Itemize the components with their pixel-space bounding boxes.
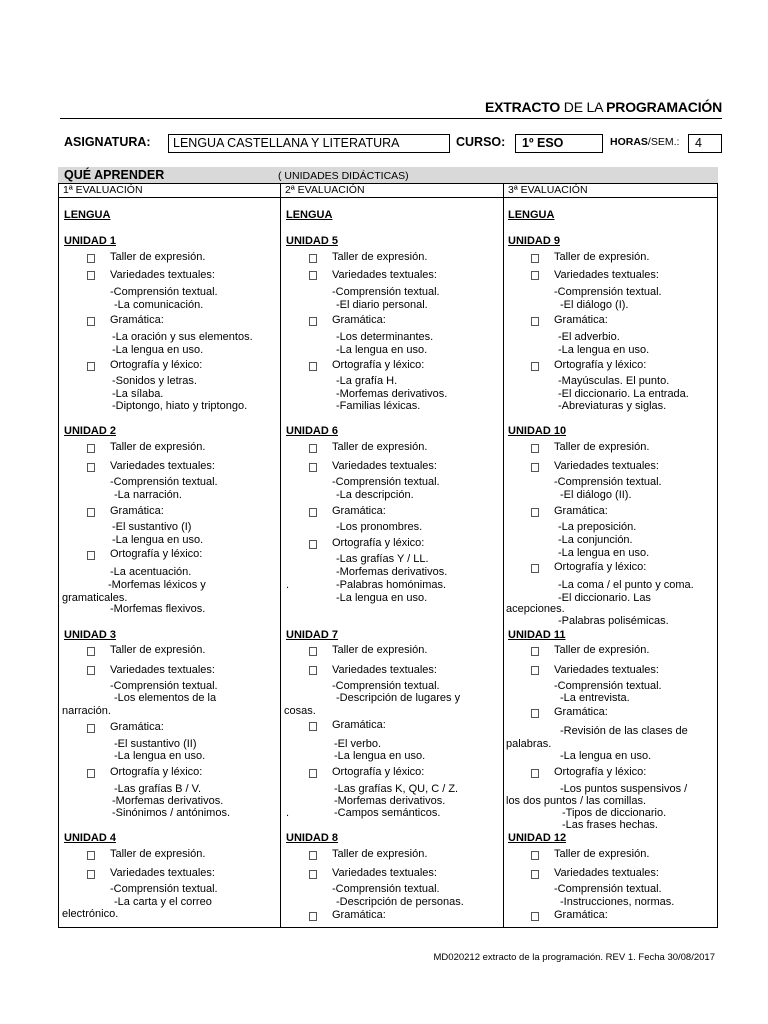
content-line: Taller de expresión.	[554, 848, 650, 860]
content-line: Ortografía y léxico:	[332, 537, 425, 549]
content-line: gramaticales.	[62, 592, 128, 604]
content-line: -Morfemas derivativos.	[334, 795, 446, 807]
content-line: -El adverbio.	[558, 331, 620, 343]
content-line: Gramática:	[554, 706, 608, 718]
content-line: -El sustantivo (I)	[112, 521, 192, 533]
asignatura-value: LENGUA CASTELLANA Y LITERATURA	[168, 134, 450, 153]
content-line: -Tipos de diccionario.	[562, 807, 667, 819]
asignatura-label: ASIGNATURA:	[64, 135, 151, 149]
content-line: -Comprensión textual.	[110, 286, 218, 298]
content-line: -Morfemas derivativos.	[112, 795, 224, 807]
content-line: Variedades textuales:	[332, 460, 437, 472]
horas-value: 4	[688, 134, 722, 153]
content-line: Ortografía y léxico:	[554, 561, 647, 573]
content-line: Variedades textuales:	[554, 664, 659, 676]
content-line: -Comprensión textual.	[554, 680, 662, 692]
content-line: -La comunicación.	[114, 299, 204, 311]
content-line: -La lengua en uso.	[560, 750, 652, 762]
checkbox-icon	[87, 317, 95, 326]
checkbox-icon	[531, 666, 539, 675]
checkbox-icon	[531, 870, 539, 879]
content-line: -La entrevista.	[560, 692, 630, 704]
content-line: Variedades textuales:	[554, 269, 659, 281]
unit-heading: UNIDAD 8	[286, 832, 338, 844]
content-line: -Las grafías Y / LL.	[336, 553, 429, 565]
content-line: acepciones.	[506, 603, 565, 615]
content-line: -Comprensión textual.	[332, 286, 440, 298]
unit-heading: UNIDAD 9	[508, 235, 560, 247]
content-line: Taller de expresión.	[110, 644, 206, 656]
content-line: -Las grafías K, QU, C / Z.	[334, 783, 459, 795]
content-line: -Descripción de lugares y	[336, 692, 461, 704]
checkbox-icon	[87, 647, 95, 656]
content-line: Variedades textuales:	[110, 664, 215, 676]
title-divider	[60, 118, 722, 119]
content-line: Taller de expresión.	[110, 441, 206, 453]
checkbox-icon	[309, 666, 317, 675]
checkbox-icon	[531, 647, 539, 656]
content-line: Ortografía y léxico:	[332, 766, 425, 778]
content-line: -El diálogo (II).	[560, 489, 632, 501]
content-line: -La lengua en uso.	[558, 547, 650, 559]
content-line: -Instrucciones, normas.	[560, 896, 675, 908]
content-line: -La lengua en uso.	[336, 592, 428, 604]
checkbox-icon	[531, 709, 539, 718]
content-line: .	[286, 807, 290, 819]
content-line: -Comprensión textual.	[110, 680, 218, 692]
unit-heading: UNIDAD 7	[286, 629, 338, 641]
content-line: -Comprensión textual.	[554, 476, 662, 488]
content-line: Gramática:	[332, 909, 386, 921]
content-line: Gramática:	[110, 505, 164, 517]
content-line: Taller de expresión.	[110, 848, 206, 860]
content-line: palabras.	[506, 738, 552, 750]
content-line: -La carta y el correo	[114, 896, 212, 908]
content-line: -Morfemas léxicos y	[108, 579, 206, 591]
content-line: -Comprensión textual.	[110, 476, 218, 488]
content-line: -La lengua en uso.	[558, 344, 650, 356]
column-divider	[280, 184, 281, 927]
content-line: -La lengua en uso.	[336, 344, 428, 356]
content-line: Taller de expresión.	[332, 441, 428, 453]
evaluation-header-2: 2ª EVALUACIÓN	[285, 184, 365, 196]
checkbox-icon	[309, 271, 317, 280]
content-line: -Los determinantes.	[336, 331, 434, 343]
content-line: Taller de expresión.	[554, 644, 650, 656]
evaluation-header-1: 1ª EVALUACIÓN	[63, 184, 143, 196]
checkbox-icon	[531, 564, 539, 573]
document-title: EXTRACTO DE LA PROGRAMACIÓN	[484, 99, 722, 115]
content-line: Gramática:	[554, 314, 608, 326]
content-line: -Morfemas derivativos.	[336, 566, 448, 578]
content-line: Variedades textuales:	[332, 867, 437, 879]
checkbox-icon	[531, 254, 539, 263]
content-line: Gramática:	[332, 505, 386, 517]
content-line: cosas.	[284, 705, 316, 717]
content-line: Gramática:	[110, 721, 164, 733]
unit-heading: UNIDAD 5	[286, 235, 338, 247]
checkbox-icon	[309, 870, 317, 879]
content-line: Ortografía y léxico:	[110, 359, 203, 371]
section-header	[58, 167, 718, 183]
content-line: Gramática:	[332, 719, 386, 731]
content-line: -Sonidos y letras.	[112, 375, 197, 387]
content-line: -La lengua en uso.	[334, 750, 426, 762]
content-line: Taller de expresión.	[332, 848, 428, 860]
content-line: -La conjunción.	[558, 534, 633, 546]
content-line: -Familias léxicas.	[336, 400, 421, 412]
content-line: -El diálogo (I).	[560, 299, 629, 311]
content-line: Ortografía y léxico:	[554, 766, 647, 778]
checkbox-icon	[87, 254, 95, 263]
content-line: Variedades textuales:	[332, 269, 437, 281]
checkbox-icon	[87, 508, 95, 517]
content-line: -La lengua en uso.	[112, 344, 204, 356]
content-line: Ortografía y léxico:	[110, 766, 203, 778]
content-line: -Los puntos suspensivos /	[560, 783, 688, 795]
header-divider	[59, 197, 717, 198]
content-line: Taller de expresión.	[110, 251, 206, 263]
content-line: -Revisión de las clases de	[560, 725, 688, 737]
content-line: -Palabras polisémicas.	[558, 615, 669, 627]
content-line: -El diccionario. La entrada.	[558, 388, 689, 400]
content-line: narración.	[62, 705, 111, 717]
checkbox-icon	[87, 666, 95, 675]
content-line: -La sílaba.	[112, 388, 164, 400]
checkbox-icon	[87, 444, 95, 453]
content-line: -Morfemas flexivos.	[110, 603, 206, 615]
unit-heading: UNIDAD 4	[64, 832, 116, 844]
content-line: -Los elementos de la	[114, 692, 217, 704]
section-subtitle: ( UNIDADES DIDÁCTICAS)	[278, 170, 409, 182]
content-line: -Palabras homónimas.	[336, 579, 447, 591]
content-line: Variedades textuales:	[110, 867, 215, 879]
content-line: -El diario personal.	[336, 299, 428, 311]
checkbox-icon	[309, 508, 317, 517]
checkbox-icon	[531, 271, 539, 280]
content-line: Taller de expresión.	[554, 441, 650, 453]
lengua-heading: LENGUA	[286, 209, 333, 221]
content-line: Variedades textuales:	[110, 269, 215, 281]
content-line: -El sustantivo (II)	[114, 738, 197, 750]
content-line: -La grafía H.	[336, 375, 398, 387]
content-line: -Mayúsculas. El punto.	[558, 375, 670, 387]
content-line: -Sinónimos / antónimos.	[112, 807, 230, 819]
content-line: -Las frases hechas.	[562, 819, 658, 831]
checkbox-icon	[531, 851, 539, 860]
lengua-heading: LENGUA	[64, 209, 111, 221]
content-line: Taller de expresión.	[332, 644, 428, 656]
content-line: -La preposición.	[558, 521, 637, 533]
checkbox-icon	[531, 912, 539, 921]
curso-label: CURSO:	[456, 135, 506, 149]
content-line: Gramática:	[110, 314, 164, 326]
checkbox-icon	[531, 463, 539, 472]
checkbox-icon	[309, 317, 317, 326]
checkbox-icon	[309, 722, 317, 731]
content-line: Gramática:	[554, 909, 608, 921]
checkbox-icon	[87, 271, 95, 280]
content-line: -La descripción.	[336, 489, 414, 501]
content-line: -Abreviaturas y siglas.	[558, 400, 667, 412]
content-line: Gramática:	[554, 505, 608, 517]
content-line: -La narración.	[114, 489, 182, 501]
unit-heading: UNIDAD 1	[64, 235, 116, 247]
content-line: -La lengua en uso.	[112, 534, 204, 546]
content-line: -Campos semánticos.	[334, 807, 441, 819]
content-line: -Comprensión textual.	[554, 286, 662, 298]
content-line: -Descripción de personas.	[336, 896, 464, 908]
content-line: Variedades textuales:	[332, 664, 437, 676]
checkbox-icon	[309, 647, 317, 656]
checkbox-icon	[309, 463, 317, 472]
unit-heading: UNIDAD 10	[508, 425, 567, 437]
checkbox-icon	[87, 769, 95, 778]
content-line: los dos puntos / las comillas.	[506, 795, 647, 807]
content-line: -La acentuación.	[110, 566, 192, 578]
content-line: -El diccionario. Las	[558, 592, 651, 604]
content-line: .	[286, 579, 290, 591]
checkbox-icon	[531, 444, 539, 453]
content-line: Variedades textuales:	[554, 460, 659, 472]
content-line: -Comprensión textual.	[110, 883, 218, 895]
content-line: -La oración y sus elementos.	[112, 331, 253, 343]
checkbox-icon	[531, 769, 539, 778]
curso-value: 1º ESO	[515, 134, 603, 153]
checkbox-icon	[309, 851, 317, 860]
content-line: electrónico.	[62, 908, 119, 920]
checkbox-icon	[531, 508, 539, 517]
checkbox-icon	[531, 362, 539, 371]
subject-row	[60, 134, 722, 153]
unit-heading: UNIDAD 2	[64, 425, 116, 437]
checkbox-icon	[309, 540, 317, 549]
checkbox-icon	[87, 551, 95, 560]
lengua-heading: LENGUA	[508, 209, 555, 221]
checkbox-icon	[87, 463, 95, 472]
checkbox-icon	[309, 362, 317, 371]
content-line: -El verbo.	[334, 738, 382, 750]
content-line: -Comprensión textual.	[332, 476, 440, 488]
content-line: Ortografía y léxico:	[110, 548, 203, 560]
content-line: Gramática:	[332, 314, 386, 326]
content-line: Taller de expresión.	[554, 251, 650, 263]
section-title: QUÉ APRENDER	[64, 168, 165, 182]
content-line: Variedades textuales:	[554, 867, 659, 879]
content-line: Taller de expresión.	[332, 251, 428, 263]
content-line: -La lengua en uso.	[114, 750, 206, 762]
unit-heading: UNIDAD 12	[508, 832, 567, 844]
checkbox-icon	[309, 254, 317, 263]
document-footer: MD020212 extracto de la programación. REV 1. Fecha 30/08/2017	[433, 952, 715, 963]
checkbox-icon	[531, 317, 539, 326]
evaluation-header-3: 3ª EVALUACIÓN	[508, 184, 588, 196]
content-line: Ortografía y léxico:	[554, 359, 647, 371]
horas-label: HORAS/SEM.:	[610, 136, 680, 148]
content-line: -Comprensión textual.	[332, 883, 440, 895]
content-line: -Las grafías B / V.	[114, 783, 202, 795]
unit-heading: UNIDAD 11	[508, 629, 566, 641]
content-line: Ortografía y léxico:	[332, 359, 425, 371]
content-line: -Los pronombres.	[336, 521, 423, 533]
checkbox-icon	[87, 851, 95, 860]
content-line: Variedades textuales:	[110, 460, 215, 472]
content-line: -La coma / el punto y coma.	[558, 579, 694, 591]
content-line: -Comprensión textual.	[554, 883, 662, 895]
content-line: -Morfemas derivativos.	[336, 388, 448, 400]
checkbox-icon	[309, 769, 317, 778]
unit-heading: UNIDAD 6	[286, 425, 338, 437]
column-divider	[503, 184, 504, 927]
unit-heading: UNIDAD 3	[64, 629, 116, 641]
checkbox-icon	[87, 870, 95, 879]
checkbox-icon	[309, 912, 317, 921]
checkbox-icon	[87, 362, 95, 371]
checkbox-icon	[87, 724, 95, 733]
content-line: -Diptongo, hiato y triptongo.	[112, 400, 248, 412]
checkbox-icon	[309, 444, 317, 453]
content-line: -Comprensión textual.	[332, 680, 440, 692]
